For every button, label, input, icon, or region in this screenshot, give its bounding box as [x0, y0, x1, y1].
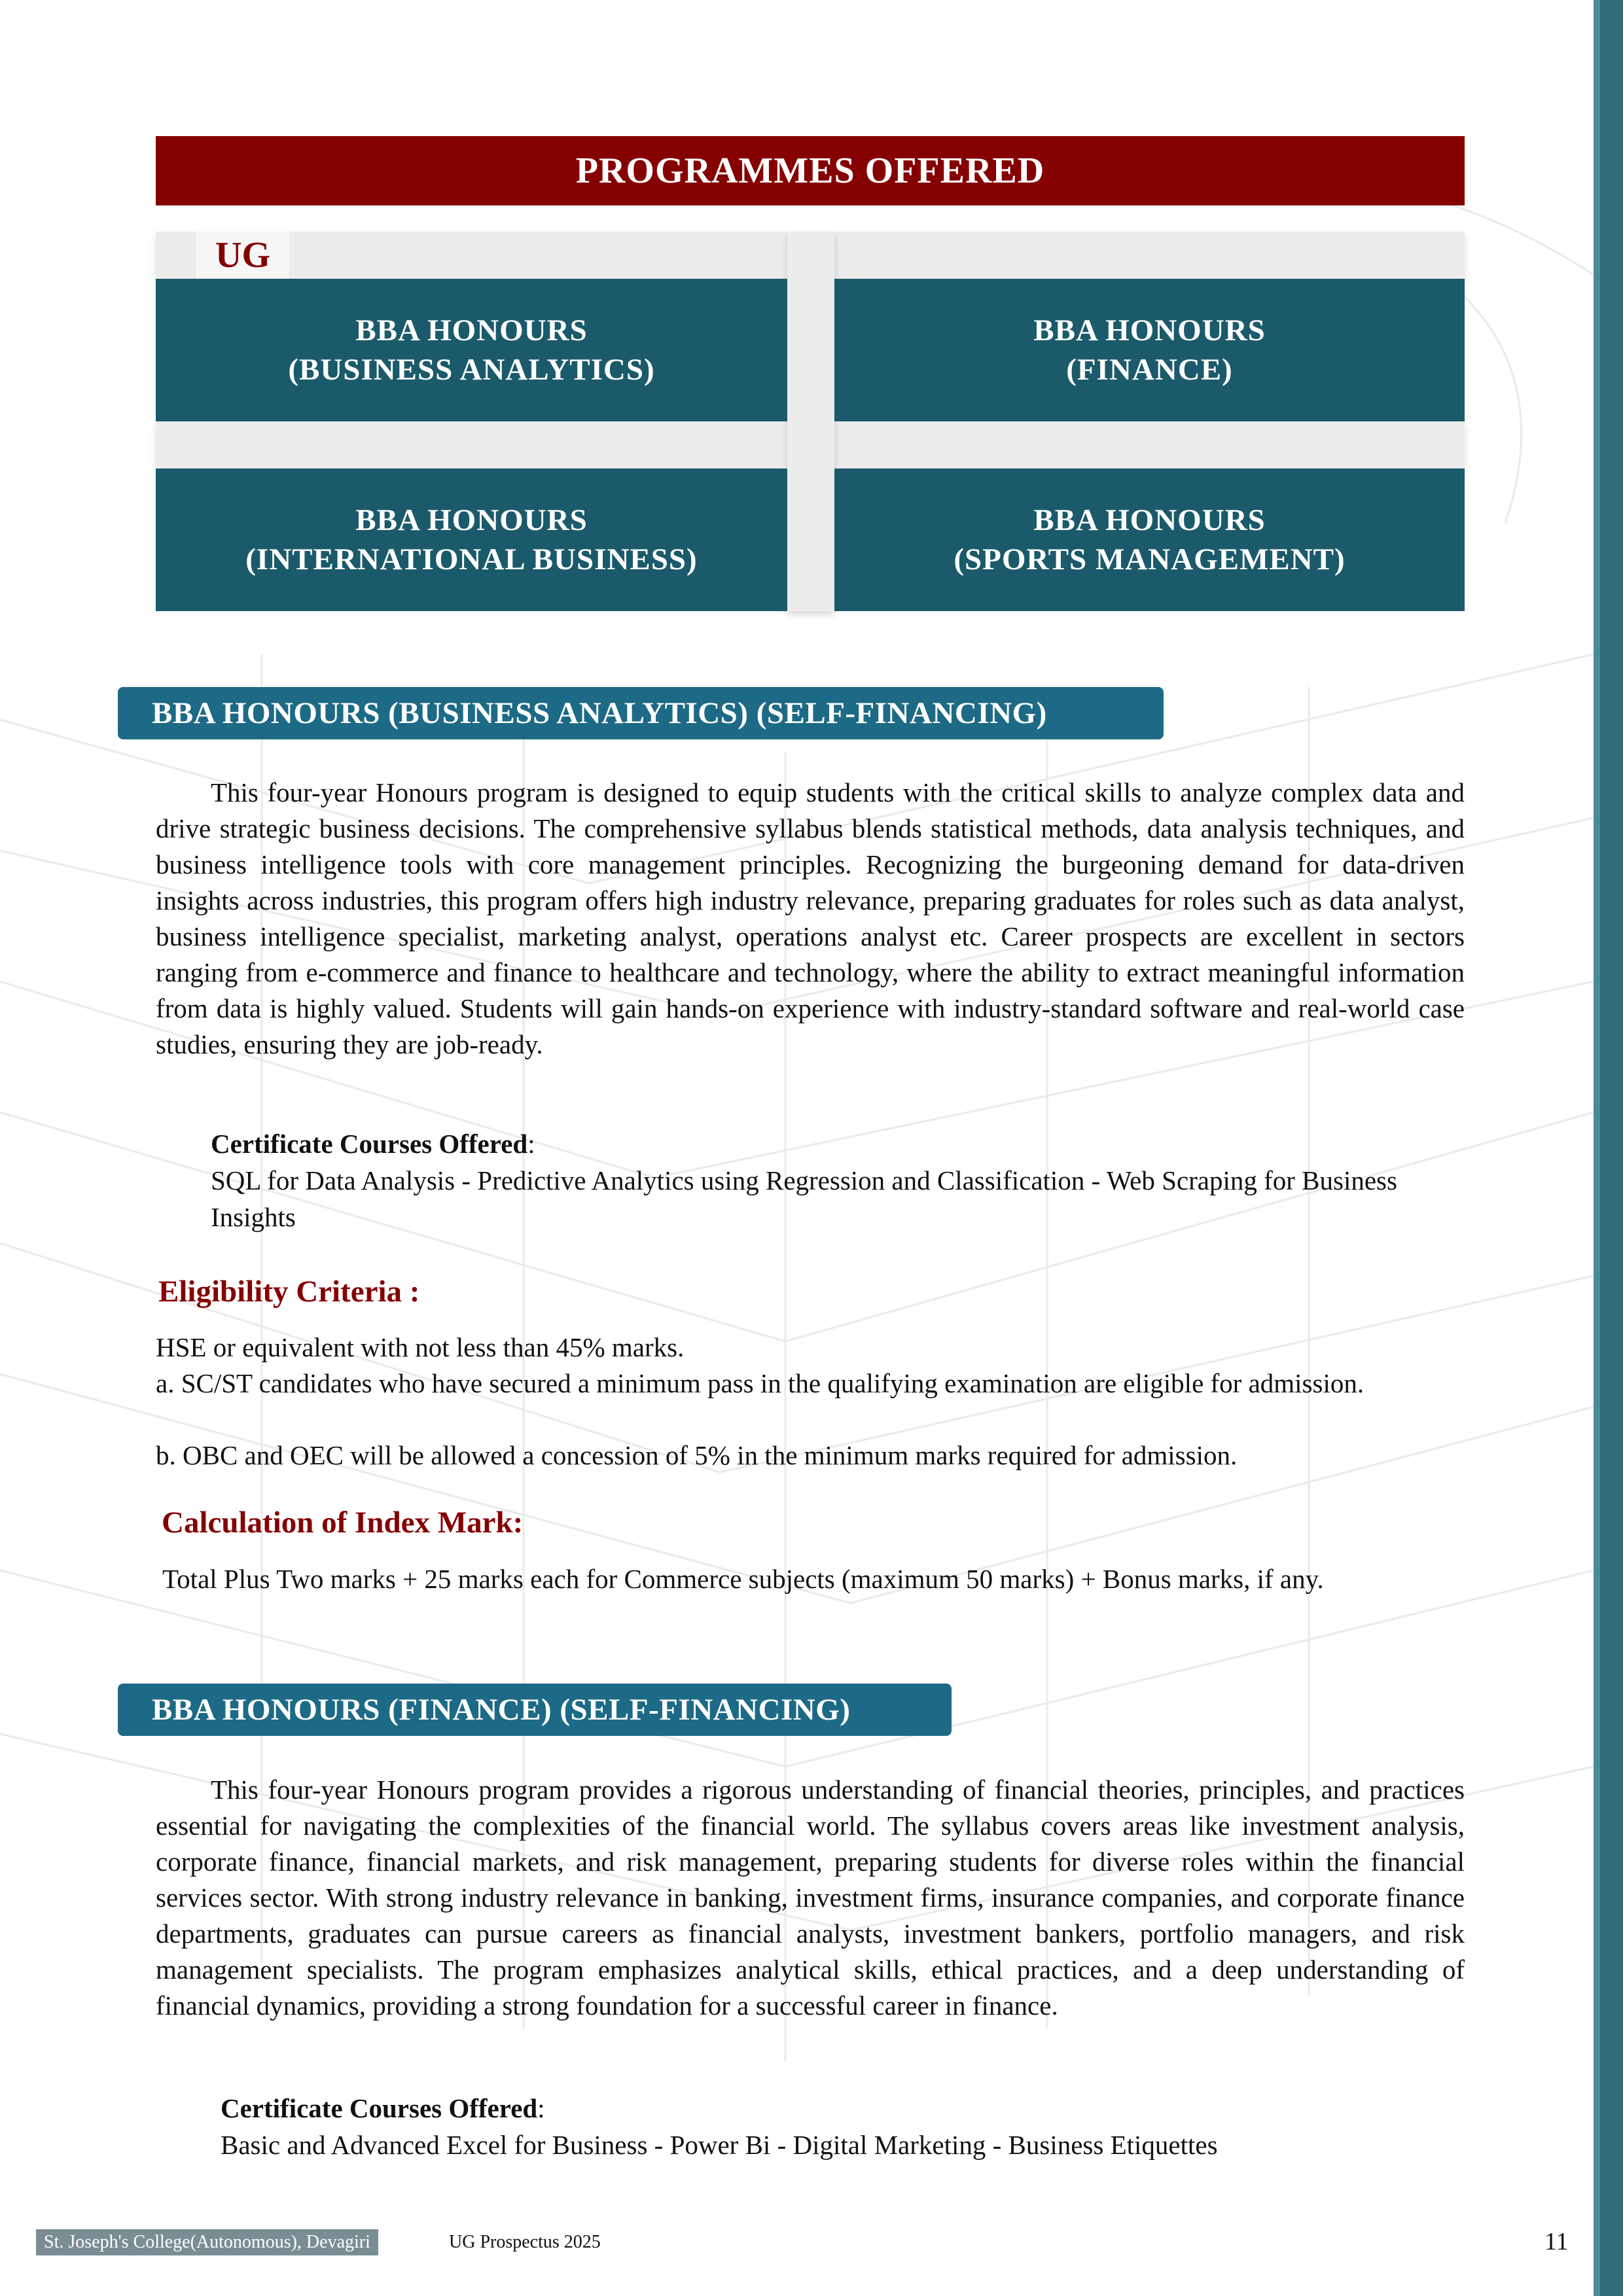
- certificate-courses-list: SQL for Data Analysis - Predictive Analytics using Regression and Classification - Web Scraping for Business Insights: [211, 1165, 1397, 1232]
- programme-box-business-analytics: [156, 279, 787, 421]
- certificate-courses-label: Certificate Courses Offered: [211, 1129, 528, 1159]
- programme-specialisation: (INTERNATIONAL BUSINESS): [245, 542, 698, 576]
- eligibility-heading: Eligibility Criteria :: [158, 1275, 420, 1309]
- business-analytics-description: This four-year Honours program is designed to equip students with the critical skills to analyze complex data and drive strategic business decisions. The comprehensive syllabus blends statistical methods, data analysis techniques, and business intelligence tools with core management principles. Recognizing the burgeoning demand for data-driven insights across industries, this program offers high industry relevance, preparing graduates for roles such as data analyst, business intelligence specialist, marketing analyst, operations analyst etc. Career prospects are excellent in sectors ranging from e-commerce and finance to healthcare and technology, where the ability to extract meaningful information from data is highly valued. Students will gain hands-on experience with industry-standard software and real-world case studies, ensuring they are job-ready.: [156, 777, 1465, 1059]
- programmes-offered-header: PROGRAMMES OFFERED: [156, 136, 1465, 205]
- programme-grid-vertical-band: [787, 232, 834, 611]
- eligibility-item: b. OBC and OEC will be allowed a concession of 5% in the minimum marks required for admission.: [156, 1440, 1238, 1470]
- programme-box-sports-management: [834, 468, 1465, 611]
- footer-prospectus-title: UG Prospectus 2025: [449, 2232, 601, 2252]
- index-mark-heading: Calculation of Index Mark:: [162, 1506, 524, 1540]
- programme-box-international-business: [156, 468, 787, 611]
- programme-name: BBA HONOURS: [355, 503, 588, 537]
- finance-description: This four-year Honours program provides a rigorous understanding of financial theories, principles, and practices essential for navigating the complexities of the financial world. The syllabus covers areas like investment analysis, corporate finance, financial markets, and risk management, preparing students for diverse roles within the financial services sector. With strong industry relevance in banking, investment firms, insurance companies, and corporate finance departments, graduates can pursue careers as financial analysts, investment bankers, portfolio managers, and risk management specialists. The program emphasizes analytical skills, ethical practices, and a deep understanding of financial dynamics, providing a strong foundation for a successful career in finance.: [156, 1775, 1465, 2021]
- eligibility-item: a. SC/ST candidates who have secured a minimum pass in the qualifying examination are eligible for admission.: [156, 1368, 1364, 1398]
- programme-name: BBA HONOURS: [1033, 503, 1266, 537]
- programme-specialisation: (BUSINESS ANALYTICS): [288, 353, 655, 387]
- programme-specialisation: (FINANCE): [1066, 353, 1233, 387]
- eligibility-item: HSE or equivalent with not less than 45% marks.: [156, 1332, 685, 1362]
- label-colon: :: [527, 1129, 535, 1159]
- section-title-finance: BBA HONOURS (FINANCE) (SELF-FINANCING): [118, 1684, 952, 1736]
- business-analytics-certificates: [211, 1125, 1454, 1235]
- label-colon: :: [537, 2093, 545, 2123]
- programme-box-finance: [834, 279, 1465, 421]
- right-edge-stripe-highlight: [1594, 0, 1600, 2296]
- page-number: 11: [1544, 2228, 1569, 2255]
- certificate-courses-label: Certificate Courses Offered: [221, 2093, 538, 2123]
- programme-name: BBA HONOURS: [1033, 313, 1266, 347]
- programme-specialisation: (SPORTS MANAGEMENT): [954, 542, 1346, 576]
- programme-name: BBA HONOURS: [355, 313, 588, 347]
- finance-certificates: [221, 2090, 1484, 2163]
- certificate-courses-list: Basic and Advanced Excel for Business - Power Bi - Digital Marketing - Business Etiquettes: [221, 2130, 1218, 2160]
- index-mark-text: Total Plus Two marks + 25 marks each for Commerce subjects (maximum 50 marks) + Bonus marks, if any.: [162, 1564, 1324, 1594]
- section-title-business-analytics: BBA HONOURS (BUSINESS ANALYTICS) (SELF-FINANCING): [118, 687, 1164, 739]
- ug-level-tag: UG: [196, 232, 289, 279]
- footer-college-name: St. Joseph's College(Autonomous), Devagiri: [36, 2229, 378, 2255]
